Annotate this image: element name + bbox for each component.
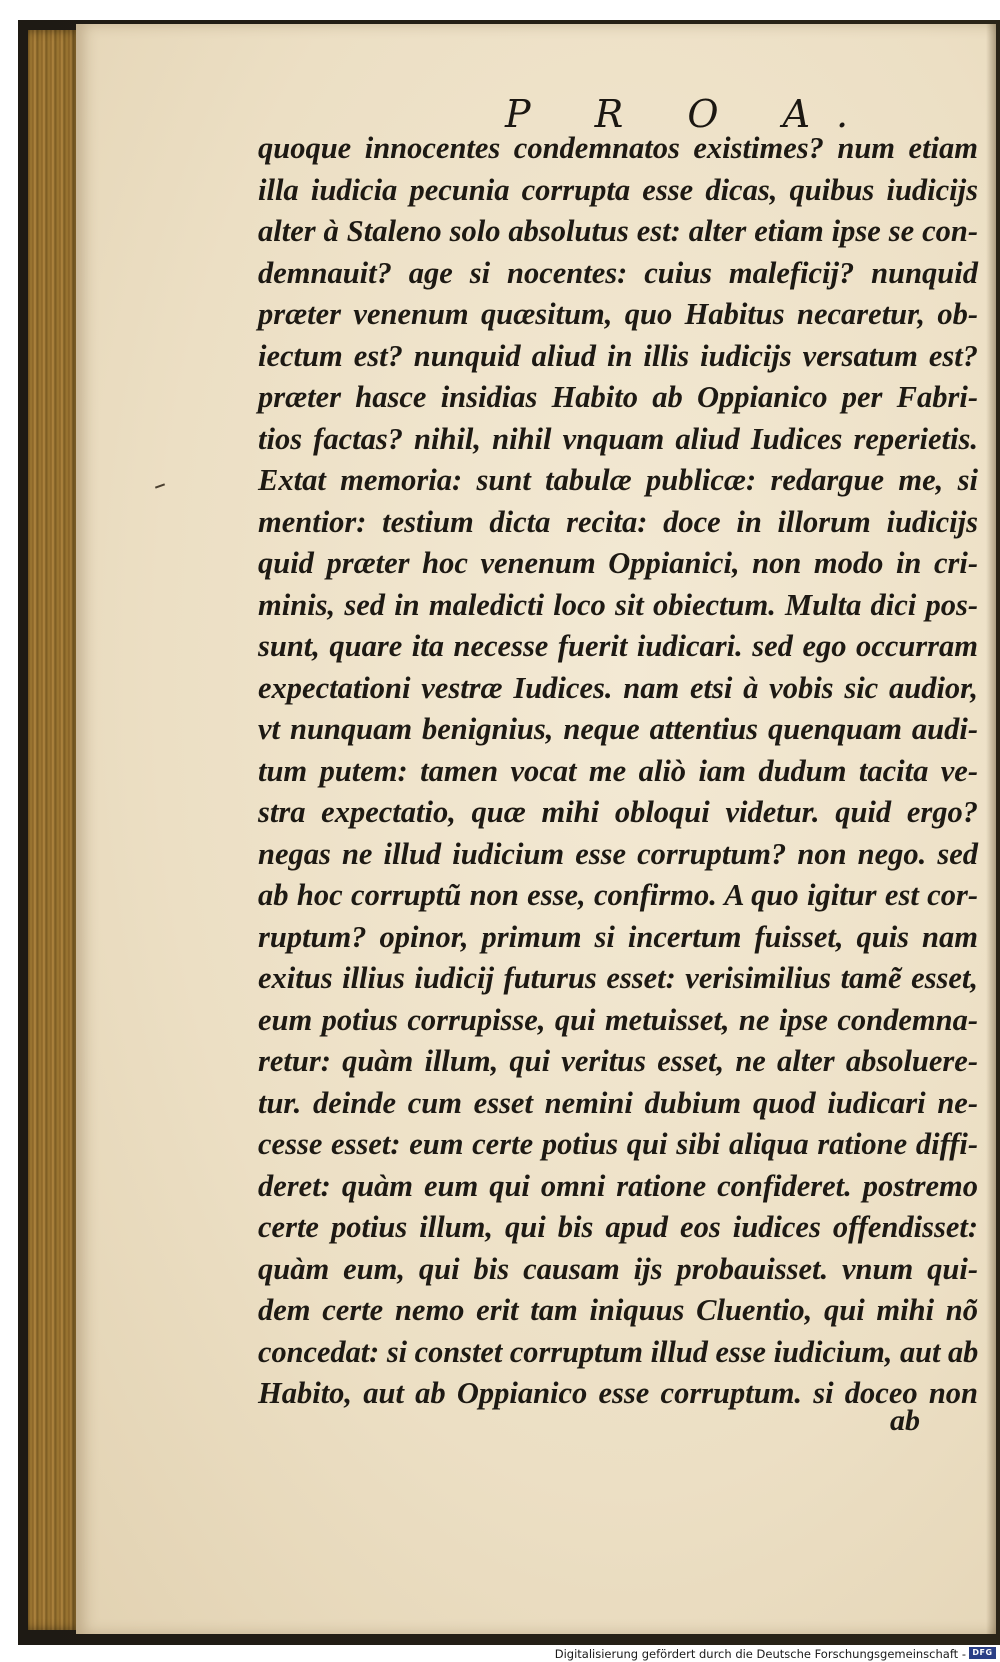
text-line: præter hasce insidias Habito ab Oppianico per Fabri- <box>258 380 978 414</box>
text-line: sunt, quare ita necesse fuerit iudicari. sed ego occurram <box>258 629 978 663</box>
digitization-credit: Digitalisierung gefördert durch die Deutsche Forschungsgemeinschaft - <box>554 1647 966 1661</box>
body-text <box>258 128 978 1415</box>
running-head: P R O A. <box>505 92 875 136</box>
text-line: expectationi vestræ Iudices. nam etsi à vobis sic audior, <box>258 670 978 705</box>
text-line: ab hoc corruptũ non esse, confirmo. A quo igitur est cor- <box>258 878 978 912</box>
text-line: minis, sed in maledicti loco sit obiectum. Multa dici pos- <box>258 587 978 622</box>
text-line: illa iudicia pecunia corrupta esse dicas, quibus iudicijs <box>258 172 978 207</box>
text-line: eum potius corrupisse, qui metuisset, ne ipse condemna- <box>258 1002 978 1037</box>
text-line: quàm eum, qui bis causam ijs probauisset. vnum qui- <box>258 1251 978 1286</box>
text-line: quoque innocentes condemnatos existimes? num etiam <box>258 131 978 165</box>
text-line: negas ne illud iudicium esse corruptum? non nego. sed <box>258 836 978 871</box>
text-line: demnauit? age si nocentes: cuius maleficij? nunquid <box>258 255 978 290</box>
text-line: dem certe nemo erit tam iniquus Cluentio, qui mihi nõ <box>258 1293 978 1327</box>
text-line: tios factas? nihil, nihil vnquam aliud Iudices reperietis. <box>258 421 978 456</box>
text-line: iectum est? nunquid aliud in illis iudicijs versatum est? <box>258 338 978 373</box>
catchword: ab <box>890 1404 920 1437</box>
text-line: quid præter hoc venenum Oppianici, non modo in cri- <box>258 546 978 580</box>
text-line: Extat memoria: sunt tabulæ publicæ: redargue me, si <box>258 463 978 497</box>
text-line: mentior: testium dicta recita: doce in illorum iudicijs <box>258 504 978 539</box>
text-line: vt nunquam benignius, neque attentius quenquam audi- <box>258 712 978 746</box>
text-line: alter à Staleno solo absolutus est: alter etiam ipse se con- <box>258 214 978 248</box>
text-line: tum putem: tamen vocat me aliò iam dudum tacita ve- <box>258 753 978 788</box>
text-line: deret: quàm eum qui omni ratione confideret. postremo <box>258 1168 978 1203</box>
text-line: retur: quàm illum, qui veritus esset, ne alter absoluere- <box>258 1044 978 1078</box>
text-line: cesse esset: eum certe potius qui sibi aliqua ratione diffi- <box>258 1127 978 1161</box>
dfg-logo: DFG <box>969 1647 996 1659</box>
text-line: præter venenum quæsitum, quo Habitus necaretur, ob- <box>258 297 978 331</box>
text-line: stra expectatio, quæ mihi obloqui videtur. quid ergo? <box>258 795 978 829</box>
text-line: concedat: si constet corruptum illud esse iudicium, aut ab <box>258 1334 979 1369</box>
text-line: exitus illius iudicij futurus esset: verisimilius tamẽ esset, <box>258 961 978 995</box>
text-line: ruptum? opinor, primum si incertum fuisset, quis nam <box>258 919 978 954</box>
text-line: certe potius illum, qui bis apud eos iudices offendisset: <box>258 1210 978 1244</box>
text-line: tur. deinde cum esset nemini dubium quod iudicari ne- <box>258 1085 978 1120</box>
text-line: Habito, aut ab Oppianico esse corruptum. si doceo non <box>258 1376 978 1410</box>
page-fore-edge <box>28 30 82 1630</box>
